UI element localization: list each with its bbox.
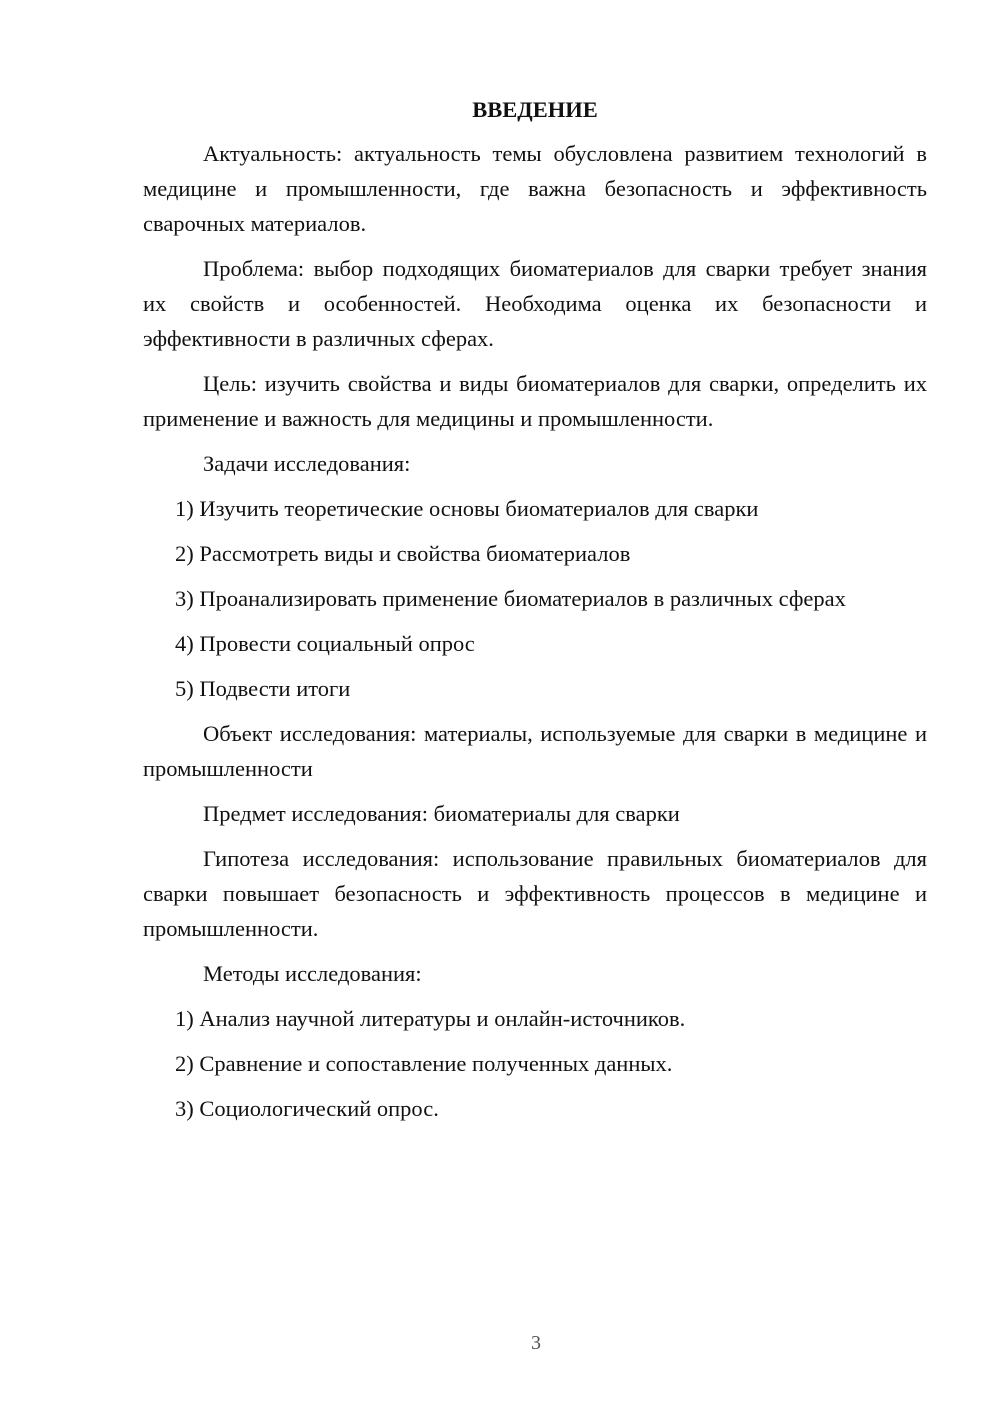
methods-list	[143, 1001, 927, 1126]
page-number: 3	[531, 1332, 541, 1354]
task-item: 3) Проанализировать применение биоматериалов в различных сферах	[175, 586, 846, 611]
hypothesis-paragraph: Гипотеза исследования: использование правильных биоматериалов для сварки повышает безопасность и эффективность процессов в медицине и промышленности.	[143, 846, 927, 941]
object-paragraph: Объект исследования: материалы, используемые для сварки в медицине и промышленности	[143, 721, 927, 781]
goal-paragraph: Цель: изучить свойства и виды биоматериалов для сварки, определить их применение и важность для медицины и промышленности.	[143, 371, 927, 431]
relevance-paragraph: Актуальность: актуальность темы обусловлена развитием технологий в медицине и промышленности, где важна безопасность и эффективность сварочных материалов.	[143, 141, 927, 236]
task-item: 1) Изучить теоретические основы биоматериалов для сварки	[175, 496, 759, 521]
page-title: ВВЕДЕНИЕ	[472, 97, 598, 122]
subject-paragraph: Предмет исследования: биоматериалы для сварки	[203, 801, 680, 826]
method-item: 3) Социологический опрос.	[175, 1096, 439, 1121]
problem-paragraph: Проблема: выбор подходящих биоматериалов для сварки требует знания их свойств и особенностей. Необходима оценка их безопасности и эффективности в различных сферах.	[143, 256, 927, 351]
task-item: 4) Провести социальный опрос	[175, 631, 475, 656]
tasks-list	[143, 491, 927, 706]
method-item: 2) Сравнение и сопоставление полученных данных.	[175, 1051, 673, 1076]
method-item: 1) Анализ научной литературы и онлайн-источников.	[175, 1006, 686, 1031]
task-item: 2) Рассмотреть виды и свойства биоматериалов	[175, 541, 631, 566]
methods-heading: Методы исследования:	[203, 961, 422, 986]
task-item: 5) Подвести итоги	[175, 676, 351, 701]
tasks-heading: Задачи исследования:	[203, 451, 411, 476]
document-page	[143, 92, 927, 1136]
